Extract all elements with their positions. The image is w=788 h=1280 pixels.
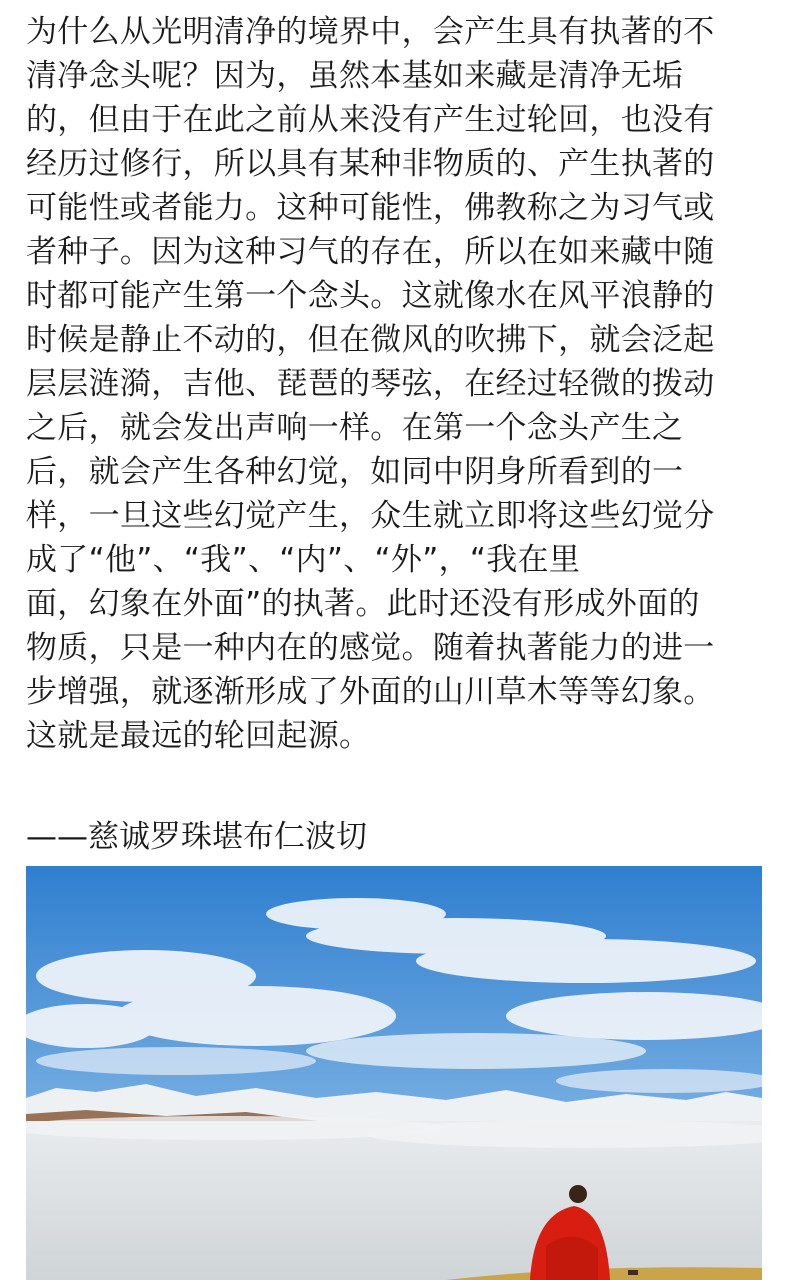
article-line: 时候是静止不动的，但在微风的吹拂下，就会泛起	[26, 322, 715, 358]
article-line: 时都可能产生第一个念头。这就像水在风平浪静的	[26, 278, 715, 314]
article-line: 步增强，就逐渐形成了外面的山川草木等等幻象。	[26, 674, 715, 710]
article-line: 成了“他”、“我”、“内”、“外”，“我在里	[26, 542, 581, 578]
article-line: 的，但由于在此之前从来没有产生过轮回，也没有	[26, 102, 715, 138]
article-line: 样，一旦这些幻觉产生，众生就立即将这些幻觉分	[26, 498, 715, 534]
article-line: 之后，就会发出声响一样。在第一个念头产生之	[26, 410, 684, 446]
small-object	[628, 1270, 638, 1275]
article-line: 清净念头呢？因为，虽然本基如来藏是清净无垢	[26, 58, 684, 94]
article-body	[26, 10, 762, 758]
article-line: 为什么从光明清净的境界中，会产生具有执著的不	[26, 14, 715, 50]
article-line: 这就是最远的轮回起源。	[26, 718, 371, 754]
article-line: 面，幻象在外面”的执著。此时还没有形成外面的	[26, 586, 700, 622]
article-line: 层层涟漪，吉他、琵琶的琴弦，在经过轻微的拨动	[26, 366, 715, 402]
article-line: 者种子。因为这种习气的存在，所以在如来藏中随	[26, 234, 715, 270]
landscape-photo[interactable]	[26, 866, 762, 1280]
article-line: 可能性或者能力。这种可能性，佛教称之为习气或	[26, 190, 715, 226]
landscape-illustration	[26, 866, 762, 1280]
attribution: ——慈诚罗珠堪布仁波切	[26, 819, 367, 855]
article-line: 经历过修行，所以具有某种非物质的、产生执著的	[26, 146, 715, 182]
article-line: 后，就会产生各种幻觉，如同中阴身所看到的一	[26, 454, 684, 490]
article-line: 物质，只是一种内在的感觉。随着执著能力的进一	[26, 630, 715, 666]
